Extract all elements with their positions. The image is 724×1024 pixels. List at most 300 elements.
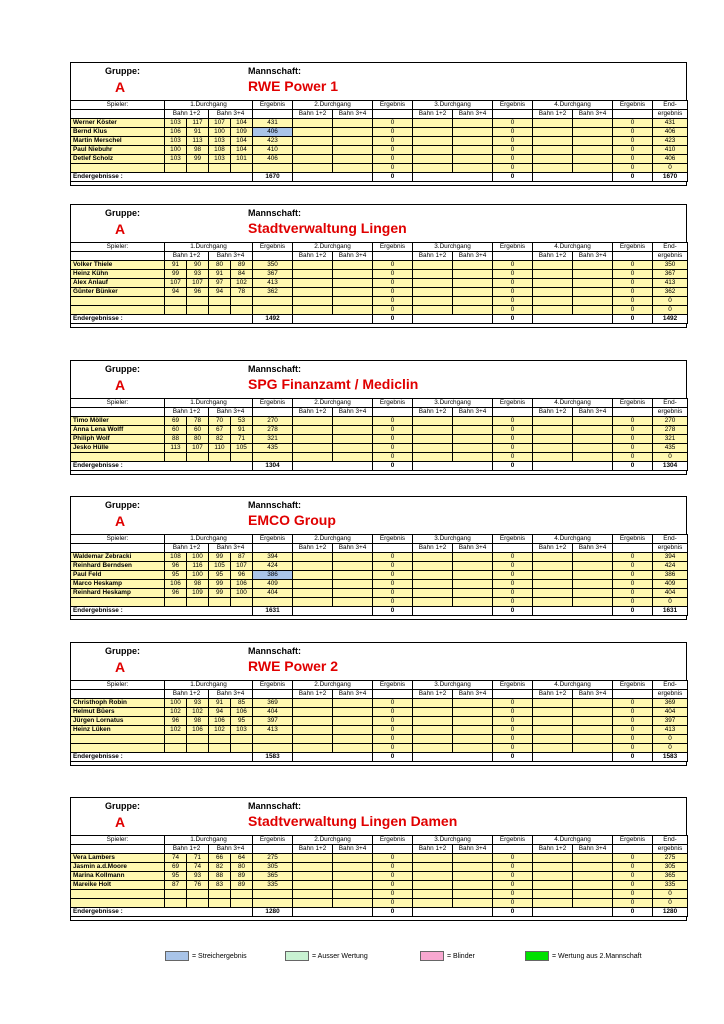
mannschaft-label: Mannschaft: [248,66,302,76]
ergebnis-4: 0 [613,598,653,607]
empty-cell [453,128,493,137]
empty-cell [333,297,373,306]
bahn34-header: Bahn 3+4 [209,544,253,553]
ergebnis-3: 0 [493,155,533,164]
group-value: A [115,814,126,830]
empty-cell [573,444,613,453]
empty-cell [573,863,613,872]
ergebnis-1: 410 [253,146,293,155]
durchgang3-header: 3.Durchgang [413,681,493,690]
empty-cell [413,598,453,607]
durchgang1-header: 1.Durchgang [165,535,253,544]
ergebnis-4: 0 [613,137,653,146]
player-name: Martin Merschel [71,137,165,146]
bahn-score [187,453,209,462]
player-name: Detlef Scholz [71,155,165,164]
totals-row [71,173,688,182]
empty-cell [413,863,453,872]
ergebnis-2: 0 [373,417,413,426]
empty-cell [533,881,573,890]
empty-cell [293,164,333,173]
bahn-score: 110 [209,444,231,453]
player-name: Vera Lambers [71,854,165,863]
empty-cell [413,417,453,426]
bahn-score [187,890,209,899]
empty-cell [453,435,493,444]
player-row [71,137,688,146]
ergebnis-3: 0 [493,553,533,562]
empty-cell [453,155,493,164]
empty-cell [413,173,493,182]
ergebnis-3: 0 [493,261,533,270]
team-header [70,797,687,835]
empty-cell [293,854,333,863]
empty-cell [533,155,573,164]
ergebnis-4: 0 [613,155,653,164]
player-row [71,288,688,297]
empty-cell [573,297,613,306]
bahn12-header: Bahn 1+2 [165,544,209,553]
empty-cell [453,288,493,297]
empty-cell [533,261,573,270]
empty-cell [533,173,613,182]
ergebnis-2: 0 [373,699,413,708]
bahn-score: 96 [187,288,209,297]
empty-cell [293,435,333,444]
player-row [71,580,688,589]
bahn-score: 113 [187,137,209,146]
ergebnis-4: 0 [613,899,653,908]
bahn-score: 103 [209,137,231,146]
ergebnis-1 [253,453,293,462]
durchgang1-header: 1.Durchgang [165,101,253,110]
empty-cell [413,164,453,173]
empty-cell [573,270,613,279]
endergebnis: 386 [653,571,688,580]
total-ergebnis-4: 0 [613,607,653,616]
total-endergebnis: 1631 [653,607,688,616]
bahn-score [209,297,231,306]
empty-cell [413,444,453,453]
player-name: Timo Möller [71,417,165,426]
empty-cell [573,426,613,435]
ergebnis-header: Ergebnis [373,243,413,252]
player-name: Bernd Klus [71,128,165,137]
endergebnis-header: ergebnis [653,845,688,854]
durchgang2-header: 2.Durchgang [293,681,373,690]
ergebnis-2: 0 [373,881,413,890]
bahn-score: 91 [209,270,231,279]
total-ergebnis-1: 1280 [253,908,293,917]
ergebnis-3: 0 [493,270,533,279]
total-ergebnis-4: 0 [613,315,653,324]
legend-label: = Blinder [447,952,475,960]
ergebnis-3: 0 [493,863,533,872]
empty-cell [293,426,333,435]
player-name: Christhoph Robin [71,699,165,708]
bahn-score: 82 [209,435,231,444]
player-name: Alex Anlauf [71,279,165,288]
legend-item-ausser-wertung [285,951,368,961]
bahn-score: 98 [187,580,209,589]
endergebnis-header: ergebnis [653,690,688,699]
empty-cell [573,137,613,146]
bahn-score: 100 [209,128,231,137]
empty-cell [333,863,373,872]
empty-cell [533,571,573,580]
bahn-score [209,453,231,462]
spieler-header: Spieler: [71,681,165,690]
spieler-header: Spieler: [71,836,165,845]
team-header [70,642,687,680]
ergebnis-3: 0 [493,562,533,571]
ergebnis-2: 0 [373,562,413,571]
empty-cell [413,426,453,435]
durchgang3-header: 3.Durchgang [413,535,493,544]
empty-cell [373,845,413,854]
endergebnis: 270 [653,417,688,426]
empty-cell [413,315,493,324]
ergebnis-4: 0 [613,164,653,173]
score-table [70,242,688,324]
total-ergebnis-4: 0 [613,908,653,917]
durchgang2-header: 2.Durchgang [293,535,373,544]
gruppe-label: Gruppe: [105,801,140,811]
ergebnis-2: 0 [373,580,413,589]
bahn34-header: Bahn 3+4 [333,408,373,417]
player-name: Volker Thiele [71,261,165,270]
empty-cell [613,544,653,553]
ergebnis-2: 0 [373,270,413,279]
empty-cell [413,128,453,137]
ergebnis-1 [253,164,293,173]
empty-cell [333,726,373,735]
bahn34-header: Bahn 3+4 [333,252,373,261]
ergebnis-4: 0 [613,270,653,279]
bahn34-header: Bahn 3+4 [453,110,493,119]
ergebnis-2: 0 [373,435,413,444]
empty-cell [533,435,573,444]
player-name [71,453,165,462]
ergebnis-4: 0 [613,726,653,735]
player-name: Reinhard Heskamp [71,589,165,598]
ergebnis-2: 0 [373,164,413,173]
ergebnis-1: 406 [253,155,293,164]
endergebnis: 0 [653,297,688,306]
player-row [71,453,688,462]
bahn-score: 87 [231,553,253,562]
ergebnis-3: 0 [493,417,533,426]
total-endergebnis: 1492 [653,315,688,324]
empty-cell [533,717,573,726]
empty-cell [453,854,493,863]
bahn-score: 102 [209,726,231,735]
bahn-score: 108 [165,553,187,562]
empty-cell [453,589,493,598]
spieler-header: Spieler: [71,243,165,252]
ergebnis-1: 321 [253,435,293,444]
empty-cell [413,717,453,726]
bahn-score [187,899,209,908]
empty-cell [573,453,613,462]
empty-cell [533,744,573,753]
endergebnis: 0 [653,164,688,173]
group-value: A [115,221,126,237]
empty-cell [573,553,613,562]
bahn-score: 89 [231,872,253,881]
total-ergebnis-1: 1304 [253,462,293,471]
empty-cell [533,164,573,173]
empty-cell [533,315,613,324]
player-name: Heinz Lüken [71,726,165,735]
ergebnis-2: 0 [373,589,413,598]
empty-cell [453,717,493,726]
empty-cell [333,854,373,863]
ergebnis-header: Ergebnis [613,535,653,544]
bahn-score: 104 [231,119,253,128]
bahn34-header: Bahn 3+4 [573,110,613,119]
durchgang4-header: 4.Durchgang [533,399,613,408]
empty-cell [573,562,613,571]
player-row [71,562,688,571]
empty-cell [453,417,493,426]
empty-cell [333,744,373,753]
player-name: Reinhard Berndsen [71,562,165,571]
empty-cell [573,288,613,297]
bahn-score: 99 [209,580,231,589]
team-block [70,642,687,766]
team-header [70,360,687,398]
bahn-score: 94 [209,708,231,717]
player-row [71,119,688,128]
bahn-score: 91 [231,426,253,435]
team-block [70,496,687,620]
empty-cell [413,580,453,589]
bahn-score: 64 [231,854,253,863]
totals-row [71,908,688,917]
bahn34-header: Bahn 3+4 [573,252,613,261]
bahn-score: 87 [165,881,187,890]
bahn-score: 99 [209,589,231,598]
empty-cell [253,110,293,119]
bahn-score [187,598,209,607]
ergebnis-1: 386 [253,571,293,580]
player-row [71,128,688,137]
ergebnis-2: 0 [373,155,413,164]
endergebnis-header: ergebnis [653,110,688,119]
legend-item-wertung-2 [525,951,642,961]
ergebnis-4: 0 [613,146,653,155]
ergebnis-3: 0 [493,735,533,744]
empty-cell [333,435,373,444]
score-table [70,680,688,762]
bahn-score: 88 [165,435,187,444]
ergebnis-3: 0 [493,589,533,598]
player-row [71,872,688,881]
empty-cell [613,690,653,699]
durchgang4-header: 4.Durchgang [533,535,613,544]
empty-cell [453,899,493,908]
gruppe-label: Gruppe: [105,500,140,510]
endergebnis: 367 [653,270,688,279]
empty-cell [533,598,573,607]
bahn-score [231,453,253,462]
total-endergebnis: 1280 [653,908,688,917]
empty-cell [253,845,293,854]
ergebnis-header: Ergebnis [373,535,413,544]
player-row [71,717,688,726]
bahn-score: 98 [187,146,209,155]
empty-cell [453,279,493,288]
bahn-score [209,899,231,908]
ergebnis-2: 0 [373,708,413,717]
empty-cell [293,717,333,726]
ergebnis-1: 431 [253,119,293,128]
bahn-score [231,890,253,899]
ergebnis-2: 0 [373,717,413,726]
total-ergebnis-3: 0 [493,173,533,182]
bahn-score: 74 [165,854,187,863]
empty-cell [333,571,373,580]
ergebnis-1: 367 [253,270,293,279]
ergebnis-4: 0 [613,717,653,726]
ergebnis-header: Ergebnis [613,681,653,690]
ergebnis-3: 0 [493,119,533,128]
ergebnis-1: 270 [253,417,293,426]
ergebnis-1: 404 [253,708,293,717]
empty-cell [293,173,373,182]
bahn12-header: Bahn 1+2 [293,110,333,119]
team-header [70,204,687,242]
player-name: Paul Niebuhr [71,146,165,155]
bahn-score: 105 [231,444,253,453]
bahn-score: 93 [187,872,209,881]
bahn-score: 107 [165,279,187,288]
ergebnis-1 [253,306,293,315]
empty-cell [413,744,453,753]
empty-cell [293,553,333,562]
empty-cell [533,562,573,571]
empty-cell [333,598,373,607]
bahn-score [231,744,253,753]
ergebnis-header: Ergebnis [253,535,293,544]
ergebnis-4: 0 [613,881,653,890]
empty-cell [413,462,493,471]
empty-cell [573,744,613,753]
ergebnis-3: 0 [493,717,533,726]
endergebnis-header: End- [653,243,688,252]
player-row [71,890,688,899]
bahn-score [231,735,253,744]
total-ergebnis-3: 0 [493,607,533,616]
endergebnis: 0 [653,598,688,607]
bahn34-header: Bahn 3+4 [209,690,253,699]
team-name: Stadtverwaltung Lingen Damen [248,813,458,829]
empty-cell [573,872,613,881]
team-block [70,360,687,475]
ergebnis-3: 0 [493,899,533,908]
ergebnis-4: 0 [613,417,653,426]
ergebnis-1: 397 [253,717,293,726]
empty-cell [573,708,613,717]
endergebnis: 424 [653,562,688,571]
player-row [71,598,688,607]
empty-cell [293,137,333,146]
endergebnis-header: End- [653,101,688,110]
empty-cell [573,699,613,708]
total-ergebnis-1: 1583 [253,753,293,762]
empty-cell [413,881,453,890]
empty-cell [453,598,493,607]
bahn-score: 99 [209,553,231,562]
bahn12-header: Bahn 1+2 [413,690,453,699]
empty-cell [413,270,453,279]
empty-cell [293,155,333,164]
ergebnis-3: 0 [493,854,533,863]
ergebnis-header: Ergebnis [613,243,653,252]
legend-swatch [420,951,444,961]
legend-swatch [165,951,189,961]
player-name [71,297,165,306]
player-name: Anna Lena Wolff [71,426,165,435]
legend-swatch [525,951,549,961]
bahn-score: 85 [231,699,253,708]
endergebnis: 275 [653,854,688,863]
empty-cell [293,261,333,270]
bahn-score: 106 [209,717,231,726]
empty-cell [453,562,493,571]
bahn-score: 96 [165,562,187,571]
bahn-score: 99 [165,270,187,279]
endergebnis: 0 [653,453,688,462]
bahn34-header: Bahn 3+4 [573,544,613,553]
gruppe-label: Gruppe: [105,66,140,76]
empty-cell [333,453,373,462]
empty-cell [253,252,293,261]
empty-cell [293,417,333,426]
total-ergebnis-2: 0 [373,753,413,762]
player-row [71,279,688,288]
durchgang2-header: 2.Durchgang [293,836,373,845]
bahn-score [187,306,209,315]
ergebnis-2: 0 [373,306,413,315]
ergebnis-4: 0 [613,708,653,717]
endergebnis: 305 [653,863,688,872]
bahn34-header: Bahn 3+4 [209,110,253,119]
empty-cell [533,899,573,908]
empty-cell [533,444,573,453]
player-name [71,899,165,908]
player-name: Waldemar Zebracki [71,553,165,562]
empty-cell [293,288,333,297]
mannschaft-label: Mannschaft: [248,500,302,510]
empty-cell [453,708,493,717]
ergebnis-3: 0 [493,426,533,435]
team-block [70,204,687,328]
empty-cell [573,261,613,270]
player-row [71,699,688,708]
group-value: A [115,79,126,95]
durchgang3-header: 3.Durchgang [413,101,493,110]
empty-cell [293,598,333,607]
total-endergebnis: 1583 [653,753,688,762]
endergebnisse-label: Endergebnisse : [71,607,253,616]
empty-cell [573,726,613,735]
empty-cell [533,297,573,306]
endergebnis: 435 [653,444,688,453]
total-ergebnis-2: 0 [373,607,413,616]
empty-cell [413,872,453,881]
